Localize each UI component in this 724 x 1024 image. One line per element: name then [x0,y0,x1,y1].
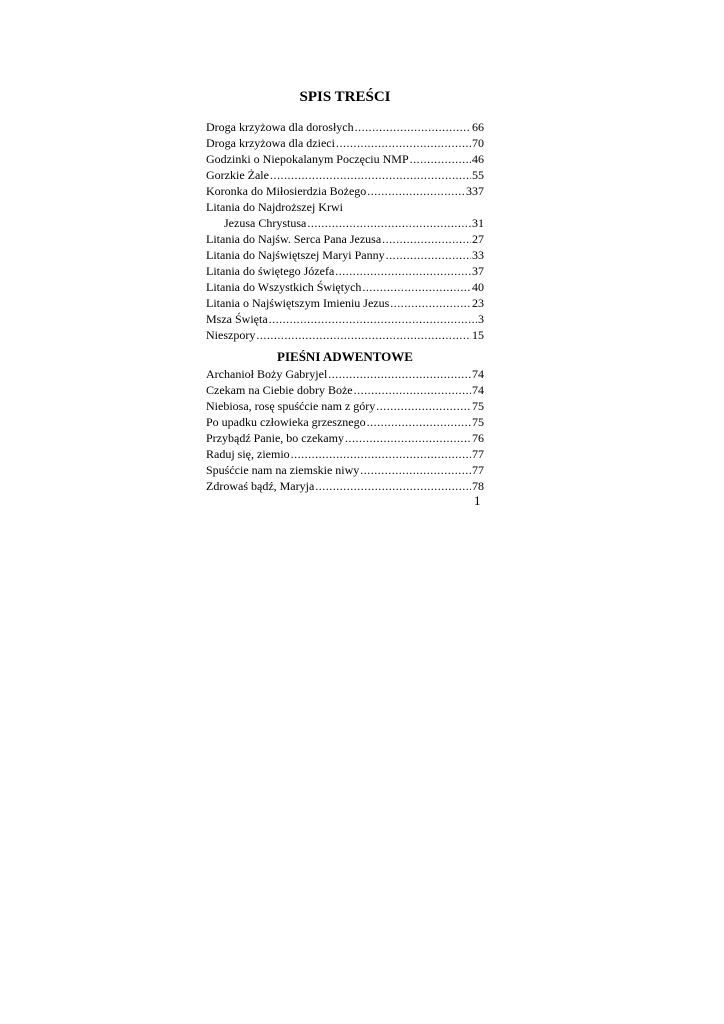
toc-leader-dots [376,398,471,414]
toc-leader-dots [354,382,471,398]
toc-leader-dots [390,295,471,311]
toc-entry-page: 77 [472,463,484,477]
toc-leader-dots [270,167,471,183]
toc-leader-dots [291,446,471,462]
toc-entry[interactable] [206,414,484,430]
toc-entry-label: Nieszpory [206,328,256,342]
toc-entry-label: Zdrowaś bądź, Maryja [206,479,315,493]
toc-leader-dots [335,263,471,279]
toc-entry-page: 31 [472,216,484,230]
toc-entry[interactable] [206,199,484,215]
toc-entry-page: 337 [466,184,484,198]
toc-entry[interactable] [206,430,484,446]
toc-leader-dots [328,366,471,382]
toc-leader-dots [386,247,471,263]
toc-entry-label: Msza Święta [206,312,268,326]
toc-leader-dots [269,311,477,327]
toc-leader-dots [355,119,471,135]
toc-entry[interactable] [206,462,484,478]
toc-leader-dots [315,478,471,494]
toc-entry-page: 15 [472,328,484,342]
toc-entry[interactable] [206,151,484,167]
toc-entry-label: Litania do Najdroższej Krwi [206,200,343,214]
toc-entry-page: 70 [472,136,484,150]
page-number: 1 [474,493,481,508]
toc-entry-page: 27 [472,232,484,246]
toc-entry-page: 74 [472,367,484,381]
toc-entry-label: Litania do świętego Józefa [206,264,335,278]
toc-entry-page: 77 [472,447,484,461]
toc-entry-page: 40 [472,280,484,294]
toc-leader-dots [360,462,471,478]
toc-leader-dots [345,430,471,446]
toc-entry[interactable] [206,183,484,199]
toc-entry-label: Godzinki o Niepokalanym Poczęciu NMP [206,152,409,166]
toc-entry[interactable] [206,215,484,231]
toc-entry-page: 78 [472,479,484,493]
toc-entry-page: 66 [472,120,484,134]
toc-entry-label: Litania do Najśw. Serca Pana Jezusa [206,232,382,246]
toc-entry[interactable] [206,263,484,279]
toc-leader-dots [382,231,471,247]
toc-entry[interactable] [206,446,484,462]
toc-leader-dots [256,327,471,343]
toc-leader-dots [362,279,471,295]
toc-leader-dots [367,183,465,199]
toc-entry-label: Po upadku człowieka grzesznego [206,415,366,429]
section-title: PIEŚNI ADWENTOWE [277,349,413,364]
toc-entry[interactable] [206,247,484,263]
toc-entry[interactable] [206,231,484,247]
toc-entry[interactable] [206,119,484,135]
toc-entry[interactable] [206,167,484,183]
advent-songs-list [206,366,484,494]
toc-entry-label: Litania do Najświętszej Maryi Panny [206,248,385,262]
toc-entry-label: Czekam na Ciebie dobry Boże [206,383,353,397]
toc-entry[interactable] [206,478,484,494]
toc-entry-label: Koronka do Miłosierdzia Bożego [206,184,367,198]
toc-entry-label: Jezusa Chrystusa [224,216,307,230]
toc-entry[interactable] [206,135,484,151]
toc-entry[interactable] [206,295,484,311]
toc-entry-label: Przybądź Panie, bo czekamy [206,431,344,445]
toc-entry-page: 3 [478,312,484,326]
toc-entry[interactable] [206,398,484,414]
toc-entry-page: 75 [472,415,484,429]
toc-leader-dots [307,215,471,231]
toc-leader-dots [367,414,471,430]
toc-entry-label: Raduj się, ziemio [206,447,290,461]
toc-entry[interactable] [206,311,484,327]
toc-leader-dots [336,135,471,151]
toc-entry-page: 33 [472,248,484,262]
toc-entry-page: 74 [472,383,484,397]
toc-entry-page: 37 [472,264,484,278]
toc-entry-page: 75 [472,399,484,413]
page-title: SPIS TREŚCI [299,89,391,105]
table-of-contents [206,88,484,494]
toc-entry-label: Litania o Najświętszym Imieniu Jezus [206,296,390,310]
toc-entry-label: Litania do Wszystkich Świętych [206,280,362,294]
toc-entry-page: 55 [472,168,484,182]
toc-entry-page: 46 [472,152,484,166]
toc-entry-label: Droga krzyżowa dla dorosłych [206,120,354,134]
toc-entry-page: 23 [472,296,484,310]
toc-entry-label: Archanioł Boży Gabryjel [206,367,328,381]
toc-entry-label: Gorzkie Żale [206,168,269,182]
toc-entry-page: 76 [472,431,484,445]
toc-entry-label: Niebiosa, rosę spuśćcie nam z góry [206,399,376,413]
toc-entry[interactable] [206,327,484,343]
toc-entry[interactable] [206,382,484,398]
toc-entry[interactable] [206,366,484,382]
toc-list [206,119,484,343]
toc-entry[interactable] [206,279,484,295]
toc-leader-dots [410,151,471,167]
toc-entry-label: Droga krzyżowa dla dzieci [206,136,335,150]
toc-entry-label: Spuśćcie nam na ziemskie niwy [206,463,360,477]
